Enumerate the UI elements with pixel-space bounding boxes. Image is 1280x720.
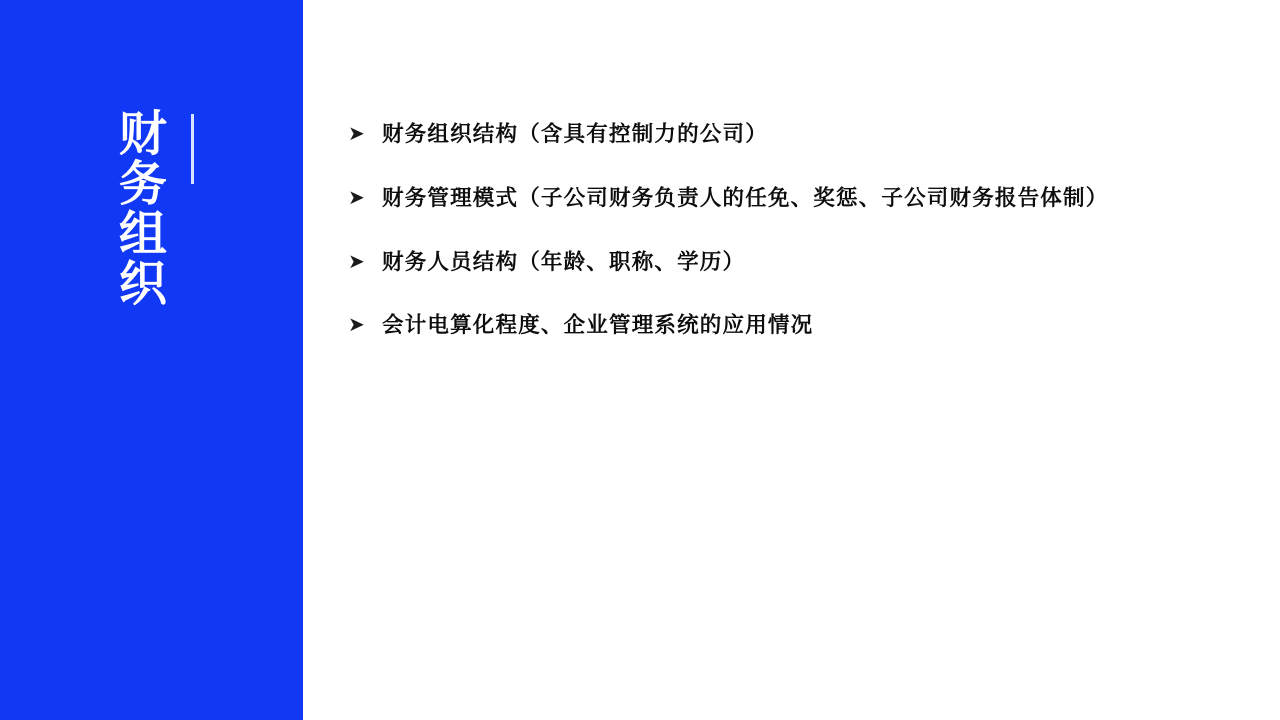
arrow-bullet-icon: ➤ (348, 312, 365, 337)
list-item-text: 财务人员结构（年龄、职称、学历） (382, 249, 746, 275)
title-divider (191, 114, 194, 184)
list-item-text: 会计电算化程度、企业管理系统的应用情况 (382, 313, 814, 339)
list-item (348, 309, 1228, 344)
arrow-bullet-icon: ➤ (348, 184, 365, 209)
bullet-list (348, 118, 1228, 373)
page-title: 财务组织 (110, 108, 167, 308)
list-item (348, 182, 1228, 217)
list-item-text: 财务管理模式（子公司财务负责人的任免、奖惩、子公司财务报告体制） (382, 185, 1109, 211)
arrow-bullet-icon: ➤ (348, 248, 365, 273)
slide-title-block (0, 108, 303, 308)
list-item (348, 118, 1228, 153)
list-item-text: 财务组织结构（含具有控制力的公司） (382, 122, 768, 147)
list-item (348, 246, 1228, 281)
arrow-bullet-icon: ➤ (348, 121, 365, 145)
